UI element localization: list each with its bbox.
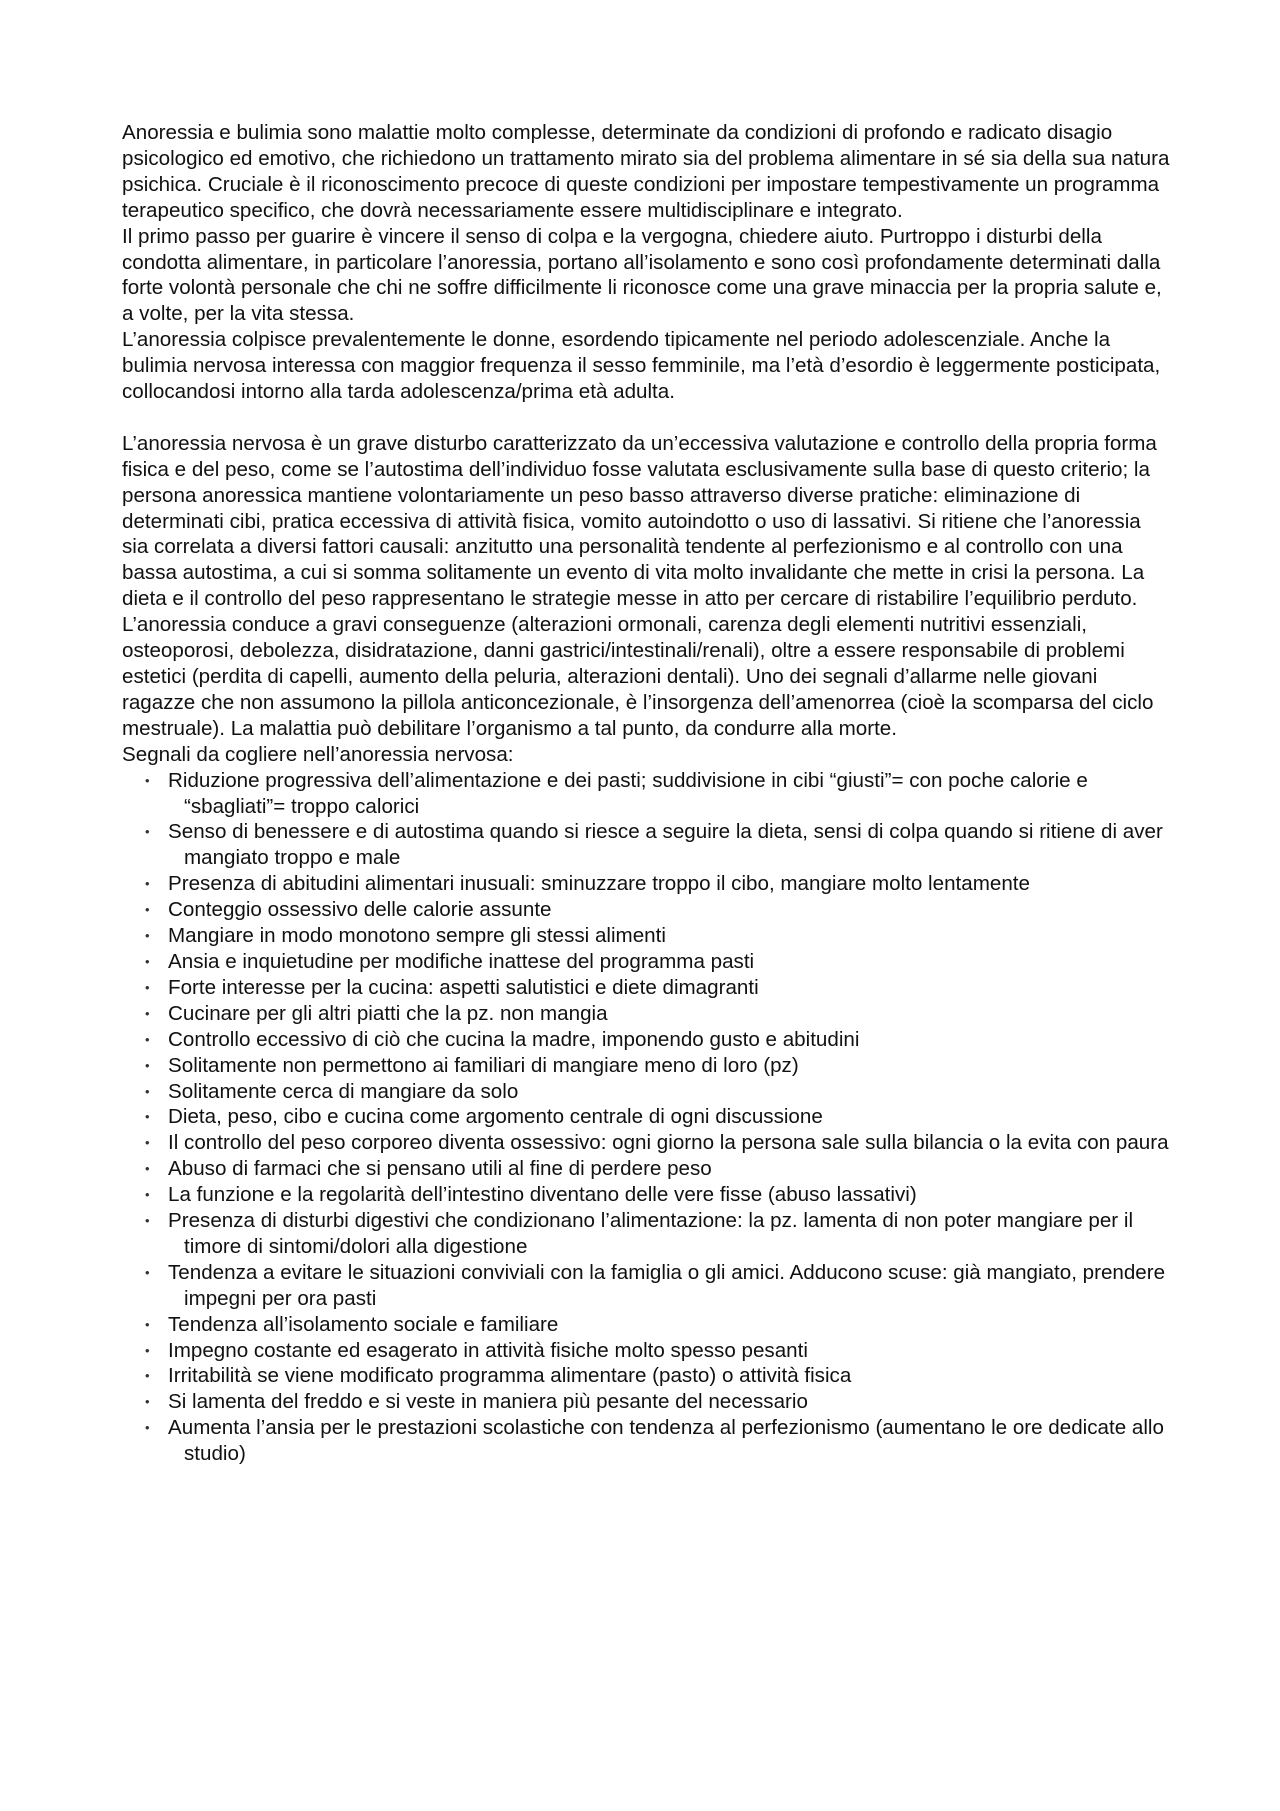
signal-text: Presenza di abitudini alimentari inusuali: sminuzzare troppo il cibo, mangiare molto lentamente [168, 872, 1030, 896]
signal-list-item [122, 1260, 1172, 1312]
bullet-icon: • [145, 979, 150, 995]
paragraph-anorexia-definition: L’anoressia nervosa è un grave disturbo caratterizzato da un’eccessiva valutazione e controllo della propria forma fisica e del peso, come se l’autostima dell’individuo fosse valutata esclusivamente sulla base di questo criterio; la persona anoressica mantiene volontariamente un peso basso attraverso diverse pratiche: eliminazione di determinati cibi, pratica eccessiva di attività fisica, vomito autoindotto o uso di lassativi. Si ritiene che l’anoressia sia correlata a diversi fattori causali: anzitutto una personalità tendente al perfezionismo e al controllo con una bassa autostima, a cui si somma solitamente un evento di vita molto invalidante che mette in crisi la persona. La dieta e il controllo del peso rappresentano le strategie messe in atto per cercare di ristabilire l’equilibrio perduto. [122, 431, 1157, 611]
signal-text: Forte interesse per la cucina: aspetti salutistici e diete dimagranti [168, 975, 759, 999]
bullet-icon: • [145, 772, 150, 788]
bullet-icon: • [145, 824, 150, 840]
signal-text: Il controllo del peso corporeo diventa ossessivo: ogni giorno la persona sale sulla bilancia o la evita con paura [168, 1131, 1169, 1155]
bullet-icon: • [145, 902, 150, 918]
signal-list-item [122, 1079, 1172, 1105]
bullet-icon: • [145, 1005, 150, 1021]
signal-list-item [122, 1415, 1172, 1467]
signal-list-item [122, 1182, 1172, 1208]
bullet-icon: • [145, 1213, 150, 1229]
signal-text: Irritabilità se viene modificato programma alimentare (pasto) o attività fisica [168, 1364, 852, 1388]
bullet-icon: • [145, 1342, 150, 1358]
bullet-icon: • [145, 1109, 150, 1125]
signal-list-item [122, 975, 1172, 1001]
paragraph-intro-2: Il primo passo per guarire è vincere il senso di colpa e la vergogna, chiedere aiuto. Purtroppo i disturbi della condotta alimentare, in particolare l’anoressia, portano all’isolamento e sono così profondamente determinati dalla forte volontà personale che chi ne soffre difficilmente li riconosce come una grave minaccia per la propria salute e, a volte, per la vita stessa. [122, 224, 1162, 326]
signal-list-item [122, 1104, 1172, 1130]
bullet-icon: • [145, 1057, 150, 1073]
bullet-icon: • [145, 1187, 150, 1203]
signal-list-item [122, 1389, 1172, 1415]
signal-list-item [122, 768, 1172, 820]
signal-list-item [122, 1156, 1172, 1182]
bullet-icon: • [145, 1083, 150, 1099]
signal-list-item [122, 1312, 1172, 1338]
signal-list-item [122, 1001, 1172, 1027]
bullet-icon: • [145, 1135, 150, 1151]
signal-text: Solitamente cerca di mangiare da solo [168, 1079, 519, 1103]
bullet-icon: • [145, 953, 150, 969]
signal-list-item [122, 1027, 1172, 1053]
signal-list-item [122, 949, 1172, 975]
signal-text: Impegno costante ed esagerato in attività fisiche molto spesso pesanti [168, 1338, 808, 1362]
signal-list-item [122, 1130, 1172, 1156]
bullet-icon: • [145, 1264, 150, 1280]
signals-list [122, 768, 1172, 1467]
signal-text: Aumenta l’ansia per le prestazioni scolastiche con tendenza al perfezionismo (aumentano le ore dedicate allo studio) [168, 1416, 1164, 1466]
signal-text: Solitamente non permettono ai familiari di mangiare meno di loro (pz) [168, 1053, 799, 1077]
bullet-icon: • [145, 1394, 150, 1410]
signal-text: Mangiare in modo monotono sempre gli stessi alimenti [168, 924, 666, 948]
signal-text: Tendenza all’isolamento sociale e familiare [168, 1312, 559, 1336]
bullet-icon: • [145, 1368, 150, 1384]
signal-list-item [122, 871, 1172, 897]
signal-text: Ansia e inquietudine per modifiche inattese del programma pasti [168, 949, 755, 973]
signal-text: Si lamenta del freddo e si veste in maniera più pesante del necessario [168, 1390, 808, 1414]
paragraph-anorexia-consequences: L’anoressia conduce a gravi conseguenze (alterazioni ormonali, carenza degli elementi nutritivi essenziali, osteoporosi, debolezza, disidratazione, danni gastrici/intestinali/renali), oltre a essere responsabile di problemi estetici (perdita di capelli, aumento della peluria, alterazioni dentali). Uno dei segnali d’allarme nelle giovani ragazze che non assumono la pillola anticoncezionale, è l’insorgenza dell’amenorrea (cioè la scomparsa del ciclo mestruale). La malattia può debilitare l’organismo a tal punto, da condurre alla morte. [122, 613, 1154, 740]
signals-heading: Segnali da cogliere nell’anoressia nervosa: [122, 742, 514, 766]
signal-list-item [122, 1053, 1172, 1079]
signal-text: Presenza di disturbi digestivi che condizionano l’alimentazione: la pz. lamenta di non poter mangiare per il timore di sintomi/dolori alla digestione [168, 1209, 1134, 1258]
signal-text: Tendenza a evitare le situazioni conviviali con la famiglia o gli amici. Adducono scuse: già mangiato, prendere impegni per ora pasti [168, 1260, 1166, 1310]
bullet-icon: • [145, 1420, 150, 1436]
signal-list-item [122, 1363, 1172, 1389]
signal-text: Dieta, peso, cibo e cucina come argomento centrale di ogni discussione [168, 1105, 823, 1129]
signal-list-item [122, 923, 1172, 949]
signal-text: Conteggio ossessivo delle calorie assunte [168, 898, 552, 922]
signal-text: La funzione e la regolarità dell’intestino diventano delle vere fisse (abuso lassativi) [168, 1183, 917, 1207]
paragraph-intro-3: L’anoressia colpisce prevalentemente le donne, esordendo tipicamente nel periodo adolescenziale. Anche la bulimia nervosa interessa con maggior frequenza il sesso femminile, ma l’età d’esordio è leggermente posticipata, collocandosi intorno alla tarda adolescenza/prima età adulta. [122, 328, 1161, 404]
bullet-icon: • [145, 928, 150, 944]
bullet-icon: • [145, 1031, 150, 1047]
bullet-icon: • [145, 876, 150, 892]
document-page [122, 120, 1172, 1467]
signal-text: Controllo eccessivo di ciò che cucina la madre, imponendo gusto e abitudini [168, 1027, 860, 1051]
signal-list-item [122, 1208, 1172, 1260]
signal-list-item [122, 819, 1172, 871]
signal-text: Riduzione progressiva dell’alimentazione e dei pasti; suddivisione in cibi “giusti”= con poche calorie e “sbagliati”= troppo calorici [168, 768, 1088, 818]
signal-text: Senso di benessere e di autostima quando si riesce a seguire la dieta, sensi di colpa quando si ritiene di aver mangiato troppo e male [168, 820, 1163, 870]
signal-text: Abuso di farmaci che si pensano utili al fine di perdere peso [168, 1157, 712, 1181]
paragraph-spacer [122, 405, 1172, 431]
signal-list-item [122, 897, 1172, 923]
paragraph-intro-1: Anoressia e bulimia sono malattie molto complesse, determinate da condizioni di profondo e radicato disagio psicologico ed emotivo, che richiedono un trattamento mirato sia del problema alimentare in sé sia della sua natura psichica. Cruciale è il riconoscimento precoce di queste condizioni per impostare tempestivamente un programma terapeutico specifico, che dovrà necessariamente essere multidisciplinare e integrato. [122, 121, 1170, 222]
signal-list-item [122, 1338, 1172, 1364]
signal-text: Cucinare per gli altri piatti che la pz. non mangia [168, 1001, 608, 1025]
bullet-icon: • [145, 1316, 150, 1332]
bullet-icon: • [145, 1161, 150, 1177]
